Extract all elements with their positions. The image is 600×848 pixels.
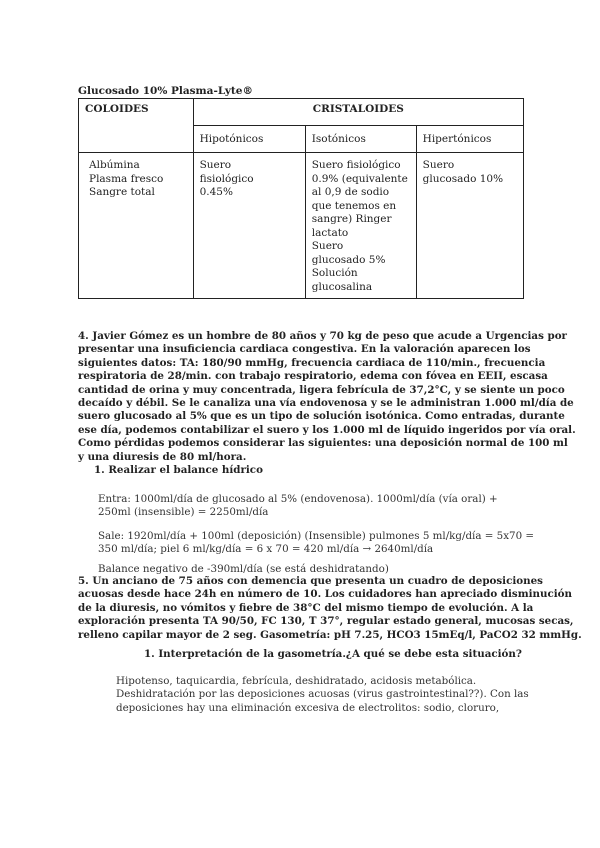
answer-line: Deshidratación por las deposiciones acuosas (virus gastrointestinal??). Con las xyxy=(116,688,529,701)
cell-line: Plasma fresco xyxy=(89,172,164,185)
hipotonicos-header: Hipotónicos xyxy=(193,126,305,153)
case4-line: respiratoria de 28/min. con trabajo respiratorio, edema con fóvea en EEII, escasa xyxy=(78,370,548,383)
cell-line: fisiológico xyxy=(199,172,254,185)
case4-answer-exit xyxy=(98,530,534,557)
case5-line: de la diuresis, no vómitos y fiebre de 38°C del mismo tiempo de evolución. A la xyxy=(78,601,534,614)
case5-line: 5. Un anciano de 75 años con demencia que presenta un cuadro de deposiciones xyxy=(78,575,543,587)
cell-line: Suero xyxy=(311,240,344,252)
case5-statement xyxy=(78,575,582,642)
cell-line: Suero xyxy=(422,159,455,171)
answer-line: Hipotenso, taquicardia, febrícula, deshidratado, acidosis metabólica. xyxy=(116,675,477,687)
case4-line: decaído y débil. Se le canaliza una vía endovenosa y se le administran 1.000 ml/día de xyxy=(78,397,574,410)
cell-line: Sangre total xyxy=(89,186,155,198)
hipertonicos-header: Hipertónicos xyxy=(416,126,523,153)
cristaloides-header: CRISTALOIDES xyxy=(193,99,523,126)
case4-line: cantidad de orina y muy concentrada, ligera febrícula de 37,2°C, y se siente un poco xyxy=(78,383,565,396)
case4-line: suero glucosado al 5% que es un tipo de solución isotónica. Como entradas, durante xyxy=(78,410,565,423)
case5-answer xyxy=(116,675,529,715)
hipertonicos-cell xyxy=(416,153,523,299)
cell-line: Suero xyxy=(199,159,232,171)
case4-line: ese día, podemos contabilizar el suero y los 1.000 ml de líquido ingeridos por vía oral. xyxy=(78,423,576,436)
case5-line: relleno capilar mayor de 2 seg. Gasometría: pH 7.25, HCO3 15mEq/l, PaCO2 32 mmHg. xyxy=(78,628,582,641)
cell-line: que tenemos en xyxy=(311,199,397,212)
coloides-cell xyxy=(79,153,194,299)
case4-line: Como pérdidas podemos considerar las siguientes: una deposición normal de 100 ml xyxy=(78,437,568,450)
hipotonicos-cell xyxy=(193,153,305,299)
answer-line: 250ml (insensible) = 2250ml/día xyxy=(98,506,269,519)
cell-line: Solución xyxy=(311,267,358,279)
cell-line: Suero fisiológico xyxy=(311,159,401,171)
case4-line: presentar una insuficiencia cardiaca congestiva. En la valoración aparecen los xyxy=(78,343,531,356)
cell-line: 0.9% (equivalente xyxy=(311,172,408,185)
cell-line: al 0,9 de sodio xyxy=(311,186,390,198)
cell-line: 0.45% xyxy=(199,186,233,198)
cell-line: lactato xyxy=(311,226,349,239)
isotonicos-header: Isotónicos xyxy=(305,126,416,153)
case4-answer-entry xyxy=(98,493,498,520)
cell-line: glucosalina xyxy=(311,280,373,293)
isotonicos-cell xyxy=(305,153,416,299)
case4-line: 4. Javier Gómez es un hombre de 80 años y 70 kg de peso que acude a Urgencias por xyxy=(78,330,567,342)
answer-line: deposiciones hay una eliminación excesiva de electrolitos: sodio, cloruro, xyxy=(116,701,500,714)
coloides-header: COLOIDES xyxy=(79,99,194,153)
cell-line: Albúmina xyxy=(89,159,140,171)
cell-line: glucosado 5% xyxy=(311,253,386,266)
case4-statement xyxy=(78,330,576,464)
cell-line: sangre) Ringer xyxy=(311,213,392,225)
case4-line: siguientes datos: TA: 180/90 mmHg, frecuencia cardiaca de 110/min., frecuencia xyxy=(78,356,546,369)
intro-line: Glucosado 10% Plasma-Lyte® xyxy=(78,85,253,97)
case5-line: acuosas desde hace 24h en número de 10. Los cuidadores han apreciado disminución xyxy=(78,588,573,601)
case5-question: 1. Interpretación de la gasometría.¿A qué se debe esta situación? xyxy=(144,648,522,660)
case4-line: y una diuresis de 80 ml/hora. xyxy=(78,450,247,463)
case4-answer-balance: Balance negativo de -390ml/día (se está deshidratando) xyxy=(98,563,389,575)
answer-line: Sale: 1920ml/día + 100ml (deposición) (Insensible) pulmones 5 ml/kg/día = 5x70 = xyxy=(98,530,535,542)
case4-question: 1. Realizar el balance hídrico xyxy=(94,464,263,476)
case5-line: exploración presenta TA 90/50, FC 130, T 37°, regular estado general, mucosas secas, xyxy=(78,615,574,628)
answer-line: Entra: 1000ml/día de glucosado al 5% (endovenosa). 1000ml/día (vía oral) + xyxy=(98,493,498,505)
cell-line: glucosado 10% xyxy=(422,172,504,185)
answer-line: 350 ml/día; piel 6 ml/kg/día = 6 x 70 = 420 ml/día → 2640ml/día xyxy=(98,543,434,556)
fluids-table xyxy=(78,98,524,299)
